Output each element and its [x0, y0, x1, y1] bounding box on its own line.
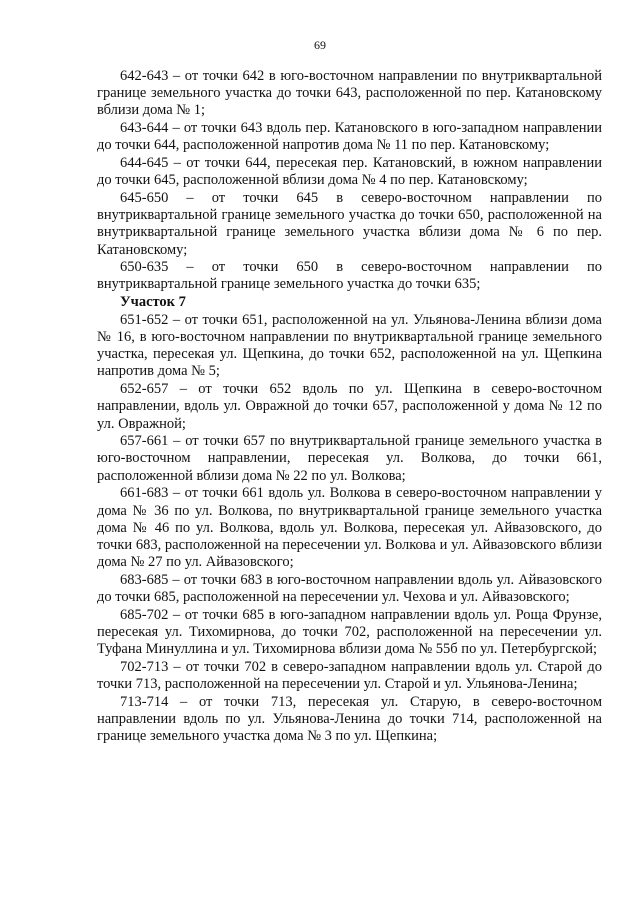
boundary-paragraph: 645-650 – от точки 645 в северо-восточном направлении по внутриквартальной границе земельного участка до точки 650, расположенной на внутриквартальной границе земельного участка вблизи дома № 6 по пер. Катановскому;	[97, 189, 602, 258]
document-body	[97, 68, 602, 746]
section-heading: Участок 7	[120, 294, 186, 311]
boundary-paragraph: 651-652 – от точки 651, расположенной на ул. Ульянова-Ленина вблизи дома № 16, в юго-восточном направлении по внутриквартальной границе земельного участка, пересекая ул. Щепкина, до точки 652, расположенной на ул. Щепкина напротив дома № 5;	[97, 311, 602, 380]
boundary-paragraph: 652-657 – от точки 652 вдоль по ул. Щепкина в северо-восточном направлении, вдоль ул. Овражной до точки 657, расположенной у дома № 12 по ул. Овражной;	[97, 381, 602, 432]
boundary-paragraph: 702-713 – от точки 702 в северо-западном направлении вдоль ул. Старой до точки 713, расположенной на пересечении ул. Старой и ул. Ульянова-Ленина;	[97, 658, 602, 693]
boundary-paragraph: 713-714 – от точки 713, пересекая ул. Старую, в северо-восточном направлении вдоль по ул. Ульянова-Ленина до точки 714, расположенной на границе земельного участка дома № 3 по ул. Щепкина;	[97, 693, 602, 745]
boundary-paragraph: 683-685 – от точки 683 в юго-восточном направлении вдоль ул. Айвазовского до точки 685, расположенной на пересечении ул. Чехова и ул. Айвазовского;	[97, 571, 602, 606]
boundary-paragraph: 643-644 – от точки 643 вдоль пер. Катановского в юго-западном направлении до точки 644, расположенной напротив дома № 11 по пер. Катановскому;	[97, 120, 602, 154]
boundary-paragraph: 657-661 – от точки 657 по внутриквартальной границе земельного участка в юго-восточном направлении, пересекая ул. Волкова, до точки 661, расположенной вблизи дома № 22 по ул. Волкова;	[97, 433, 602, 484]
boundary-paragraph: 661-683 – от точки 661 вдоль ул. Волкова в северо-восточном направлении у дома № 36 по ул. Волкова, по внутриквартальной границе земельного участка дома № 46 по ул. Волкова, вдоль ул. Волкова, пересекая ул. Айвазовского, до точки 683, расположенной на пересечении ул. Волкова и ул. Айвазовского вблизи дома № 27 по ул. Айвазовского;	[97, 485, 602, 571]
boundary-paragraph: 644-645 – от точки 644, пересекая пер. Катановский, в южном направлении до точки 645, расположенной вблизи дома № 4 по пер. Катановскому;	[97, 155, 602, 189]
boundary-paragraph: 642-643 – от точки 642 в юго-восточном направлении по внутриквартальной границе земельного участка до точки 643, расположенной по пер. Катановскому вблизи дома № 1;	[97, 68, 602, 119]
boundary-paragraph: 685-702 – от точки 685 в юго-западном направлении вдоль ул. Роща Фрунзе, пересекая ул. Тихомирнова, до точки 702, расположенной на пересечении ул. Туфана Минуллина и ул. Тихомирнова вблизи дома № 55б по ул. Петербургской;	[97, 606, 602, 658]
boundary-paragraph: 650-635 – от точки 650 в северо-восточном направлении по внутриквартальной границе земельного участка до точки 635;	[97, 259, 602, 293]
page-number: 69	[314, 38, 326, 52]
